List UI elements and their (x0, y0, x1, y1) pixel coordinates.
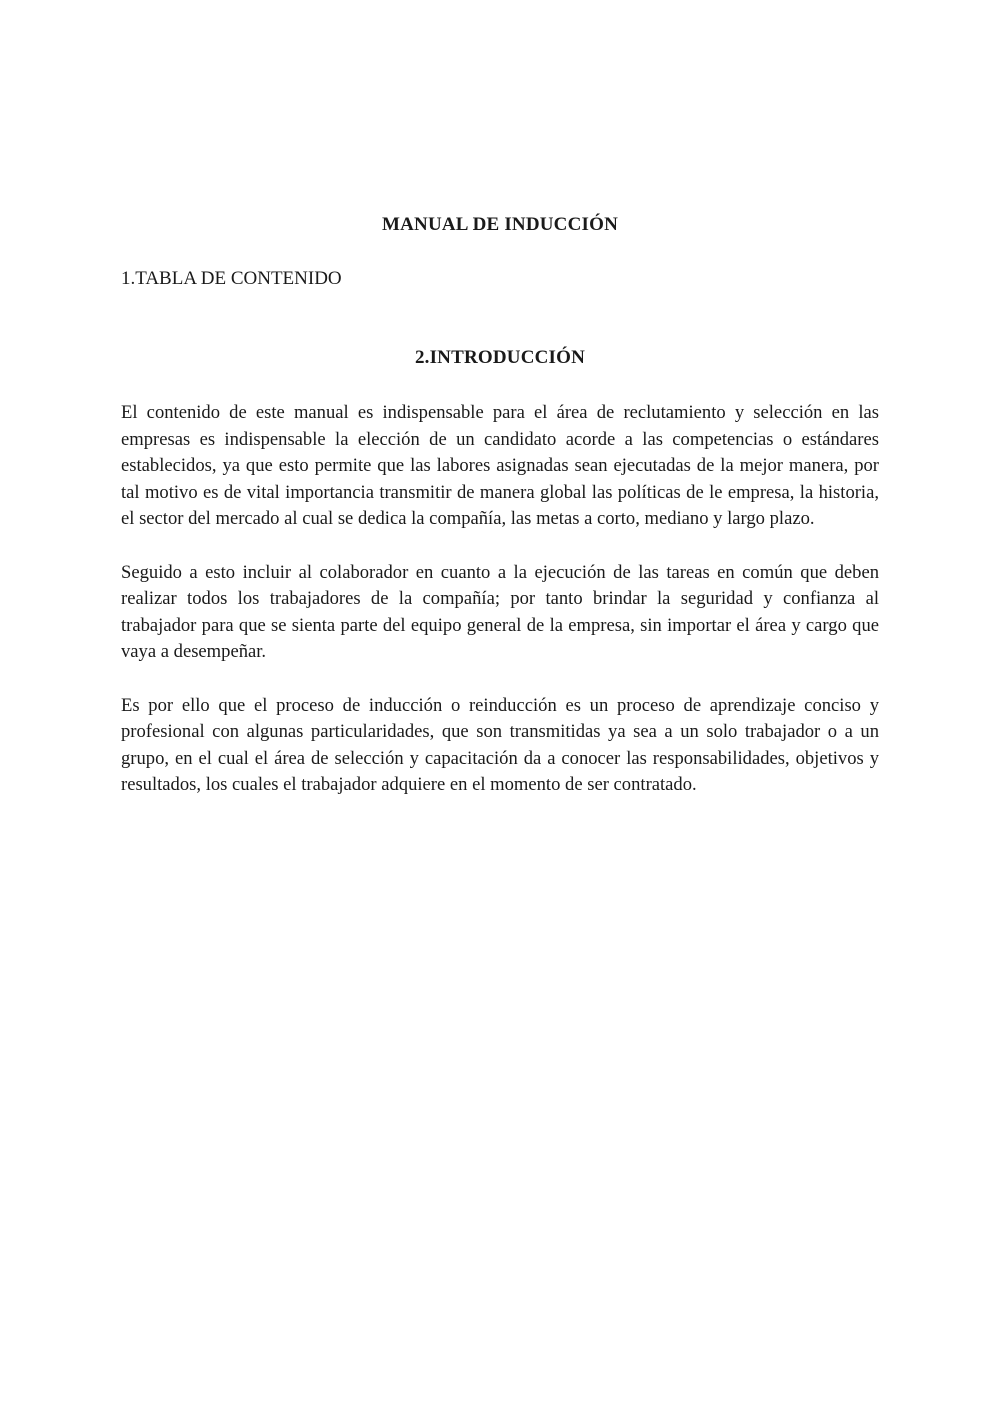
body-paragraph: Seguido a esto incluir al colaborador en cuanto a la ejecución de las tareas en común que deben realizar todos los trabajadores de la compañía; por tanto brindar la seguridad y confianza al trabajador para que se sienta parte del equipo general de la empresa, sin importar el área y cargo que vaya a desempeñar. (121, 561, 879, 663)
document-title: MANUAL DE INDUCCIÓN (381, 214, 619, 235)
introduction-body (121, 400, 879, 799)
body-paragraph: El contenido de este manual es indispensable para el área de reclutamiento y selección en las empresas es indispensable la elección de un candidato acorde a las competencias o estándares establecidos, ya que esto permite que las labores asignadas sean ejecutadas de la mejor manera, por tal motivo es de vital importancia transmitir de manera global las políticas de le empresa, la historia, el sector del mercado al cual se dedica la compañía, las metas a corto, mediano y largo plazo. (121, 402, 879, 530)
introduction-heading: 2.INTRODUCCIÓN (414, 347, 586, 368)
table-of-contents-heading: 1.TABLA DE CONTENIDO (121, 268, 342, 289)
body-paragraph: Es por ello que el proceso de inducción o reinducción es un proceso de aprendizaje conciso y profesional con algunas particularidades, que son transmitidas ya sea a un solo trabajador o a un grupo, en el cual el área de selección y capacitación da a conocer las responsabilidades, objetivos y resultados, los cuales el trabajador adquiere en el momento de ser contratado. (121, 694, 879, 796)
